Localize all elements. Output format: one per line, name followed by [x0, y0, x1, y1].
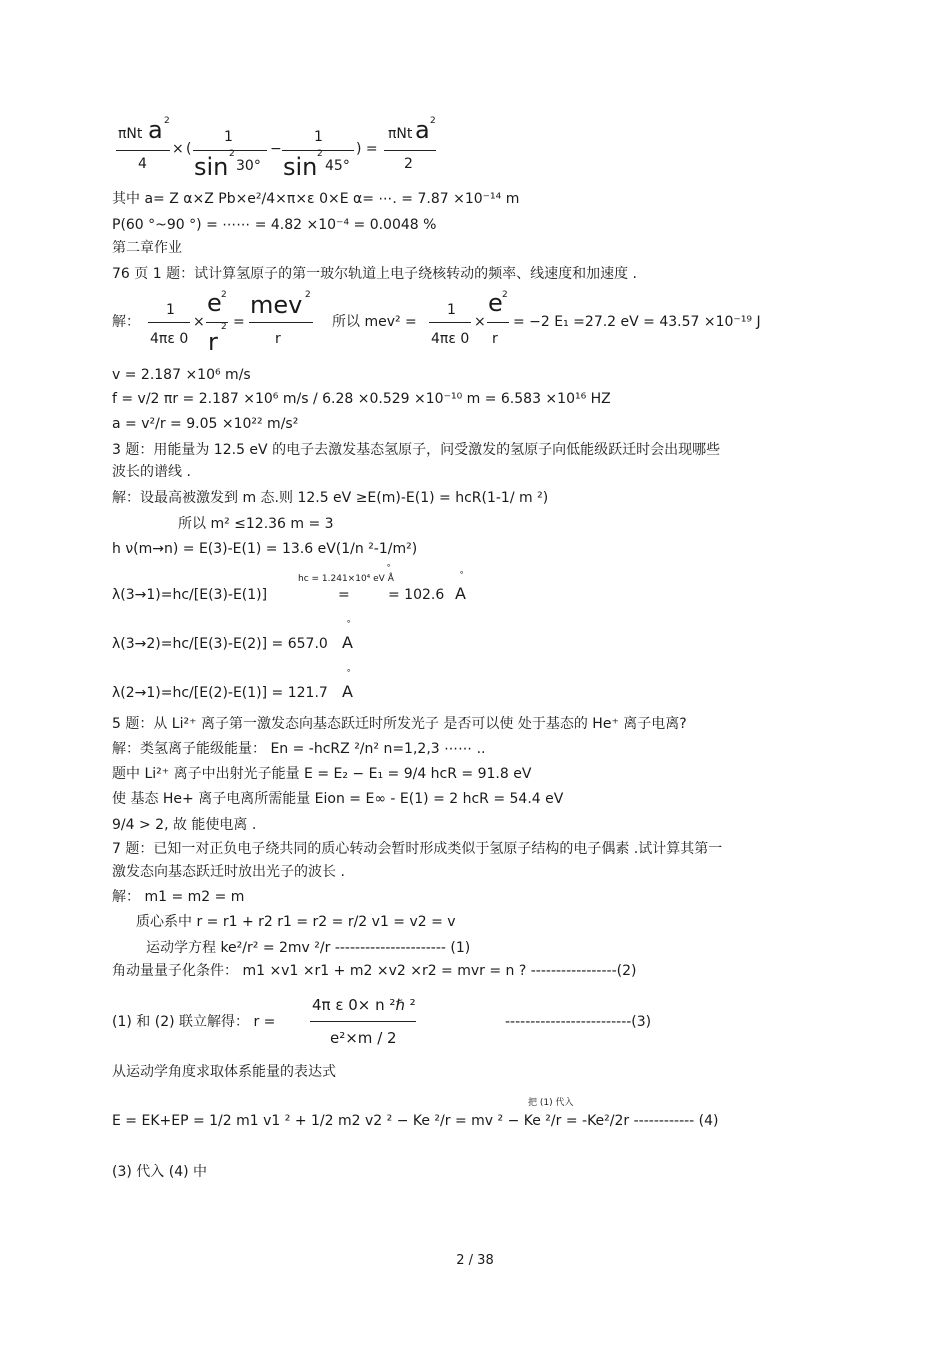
wavelength-line: λ(2→1)=hc/[E(2)-E(1)] = 121.7: [112, 685, 328, 701]
fracB-sq: 2: [502, 290, 508, 300]
frac1-bar: [116, 150, 170, 151]
section-heading: 第二章作业: [112, 240, 182, 256]
frac2-angle: 30°: [236, 158, 261, 174]
fracB-e: e: [488, 289, 503, 317]
frac3-sin: sin: [283, 153, 318, 181]
fracB-bar2: [487, 322, 509, 323]
text-line: 从运动学角度求取体系能量的表达式: [112, 1064, 336, 1080]
text-line: 质心系中 r = r1 + r2 r1 = r2 = r/2 v1 = v2 = v: [136, 914, 456, 930]
text-line: v = 2.187 ×10⁶ m/s: [112, 367, 251, 383]
frac2-sq: 2: [229, 149, 235, 159]
wavelength-line: λ(3→2)=hc/[E(3)-E(2)] = 657.0: [112, 636, 328, 652]
substitute-note: 把 (1) 代入: [528, 1098, 574, 1108]
fracB-den: 4πε 0: [431, 331, 470, 347]
fracB-bar: [429, 322, 471, 323]
angstrom-unit: A: [342, 682, 353, 701]
fracC-bar: [310, 1021, 416, 1022]
text-line: a = v²/r = 9.05 ×10²² m/s²: [112, 416, 299, 432]
angstrom-ring: ∘: [386, 561, 392, 570]
frac1-sq: 2: [164, 116, 170, 126]
problem-text: 5 题：从 Li²⁺ 离子第一激发态向基态跃迁时所发光子 是否可以使 处于基态的 He⁺ 离子电离?: [112, 716, 687, 732]
text-line: 运动学方程 ke²/r² = 2mv ²/r ---------------------- (1): [146, 940, 471, 956]
problem-text: 激发态向基态跃迁时放出光子的波长 .: [112, 864, 345, 880]
problem-text: 波长的谱线 .: [112, 464, 191, 480]
equals-sign: =: [233, 314, 245, 330]
text-line: 解： m1 = m2 = m: [112, 889, 245, 905]
energy-result: = −2 E₁ =27.2 eV = 43.57 ×10⁻¹⁹ J: [513, 314, 761, 330]
angstrom-unit: A: [342, 633, 353, 652]
solution-label: 解：: [112, 314, 140, 330]
minus-sign: −: [270, 141, 282, 157]
frac1-a: a: [148, 116, 163, 144]
combine-text: (1) 和 (2) 联立解得： r =: [112, 1014, 276, 1030]
fracA-sq: 2: [221, 290, 227, 300]
angstrom-ring: ∘: [346, 666, 352, 675]
frac4-bar: [384, 150, 436, 151]
frac2-num: 1: [224, 129, 233, 145]
fracA-num: 1: [166, 302, 175, 318]
text-line: h ν(m→n) = E(3)-E(1) = 13.6 eV(1/n ²-1/m²): [112, 541, 418, 557]
frac4-a: a: [415, 116, 430, 144]
fracA-den: 4πε 0: [150, 331, 189, 347]
text-line: 所以 m² ≤12.36 m = 3: [178, 516, 334, 532]
text-line: 9/4 > 2, 故 能使电离 .: [112, 817, 257, 833]
fracB-den2: r: [492, 331, 498, 347]
fracA-bar: [148, 322, 190, 323]
text-line: (3) 代入 (4) 中: [112, 1164, 208, 1180]
fracC-den: e²×m / 2: [330, 1029, 397, 1047]
fracA-r: r: [208, 328, 218, 356]
problem-text: 7 题：已知一对正负电子绕共同的质心转动会暂时形成类似于氢原子结构的电子偶素 .试计算其第一: [112, 841, 723, 857]
frac1-den: 4: [138, 156, 147, 172]
frac2-sin: sin: [194, 153, 229, 181]
fracA-sq2: 2: [221, 322, 227, 332]
text-line: 76 页 1 题：试计算氢原子的第一玻尔轨道上电子绕核转动的频率、线速度和加速度 .: [112, 266, 637, 282]
text-line: P(60 °~90 °) = ⋯⋯ = 4.82 ×10⁻⁴ = 0.0048 %: [112, 217, 437, 233]
text-line: 题中 Li²⁺ 离子中出射光子能量 E = E₂ − E₁ = 9/4 hcR = 91.8 eV: [112, 766, 532, 782]
text-line: 使 基态 He+ 离子电离所需能量 Eion = E∞ - E(1) = 2 hcR = 54.4 eV: [112, 791, 564, 807]
frac1-num: πNt: [118, 126, 143, 142]
times-sign: ×: [474, 314, 486, 330]
text-line: f = v/2 πr = 2.187 ×10⁶ m/s / 6.28 ×0.529 ×10⁻¹⁰ m = 6.583 ×10¹⁶ HZ: [112, 391, 611, 407]
frac3-angle: 45°: [325, 158, 350, 174]
fracB-num: 1: [447, 302, 456, 318]
fracA-e: e: [207, 289, 222, 317]
text-line: 其中 a= Z α×Z Pb×e²/4×π×ε 0×E α= ⋯. = 7.87 ×10⁻¹⁴ m: [112, 191, 520, 207]
times-sign: ×: [193, 314, 205, 330]
fracA-den2: r: [275, 331, 281, 347]
fracA-bar3: [249, 322, 313, 323]
wavelength-value: = 102.6: [388, 587, 445, 603]
wavelength-line: λ(3→1)=hc/[E(3)-E(1)]: [112, 587, 268, 603]
hc-constant-note: hc = 1.241×10⁴ eV Å: [298, 574, 394, 584]
angstrom-ring: ∘: [459, 568, 465, 577]
page-number: 2 / 38: [456, 1253, 494, 1268]
frac3-num: 1: [314, 129, 323, 145]
fracA-sq3: 2: [305, 290, 311, 300]
problem-text: 3 题：用能量为 12.5 eV 的电子去激发基态氢原子，问受激发的氢原子向低能级跃迁时会出现哪些: [112, 442, 721, 458]
equals-sign: =: [338, 587, 350, 603]
fracA-mv: mev: [250, 291, 303, 319]
text-line: E = EK+EP = 1/2 m1 v1 ² + 1/2 m2 v2 ² − Ke ²/r = mv ² − Ke ²/r = -Ke²/2r ------------ (4): [112, 1113, 719, 1129]
so-mev2: 所以 mev² =: [332, 314, 417, 330]
right-paren-equals: ) =: [356, 141, 378, 157]
fracC-num: 4π ε 0× n ²ℏ ²: [312, 996, 416, 1014]
times-sign: ×: [172, 141, 184, 157]
frac4-num: πNt: [388, 126, 413, 142]
left-paren: (: [186, 141, 192, 157]
frac3-sq: 2: [317, 149, 323, 159]
equation-tag: -------------------------(3): [505, 1014, 652, 1030]
angstrom-ring: ∘: [346, 617, 352, 626]
text-line: 解：类氢离子能级能量： En = -hcRZ ²/n² n=1,2,3 ⋯⋯ ..: [112, 741, 486, 757]
frac4-den: 2: [404, 156, 413, 172]
text-line: 解：设最高被激发到 m 态.则 12.5 eV ≥E(m)-E(1) = hcR(1-1/ m ²): [112, 490, 549, 506]
angstrom-unit: A: [455, 584, 466, 603]
text-line: 角动量量子化条件： m1 ×v1 ×r1 + m2 ×v2 ×r2 = mvr = n ? -----------------(2): [112, 963, 637, 979]
frac4-sq: 2: [430, 116, 436, 126]
